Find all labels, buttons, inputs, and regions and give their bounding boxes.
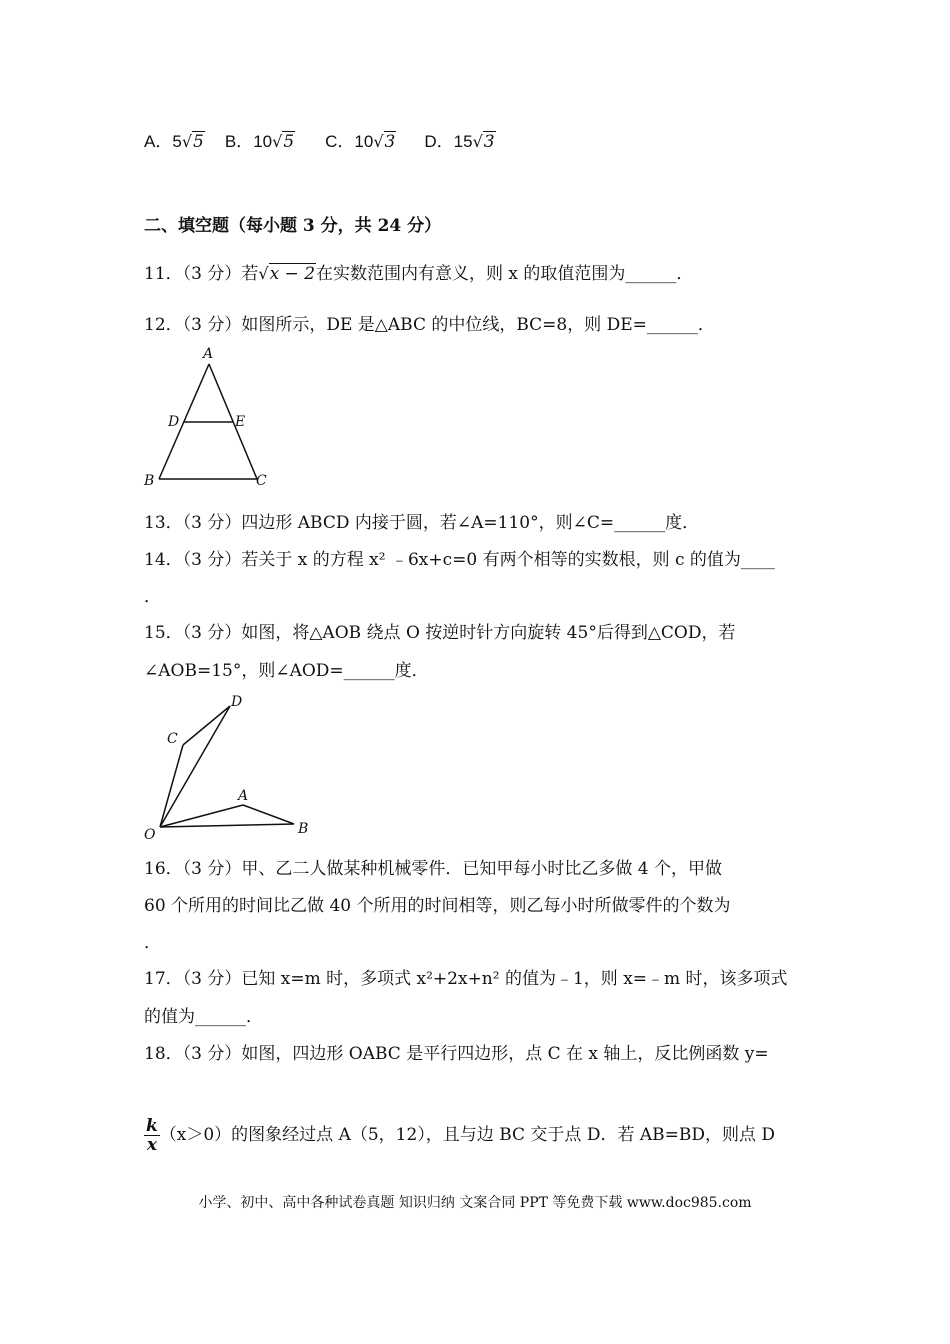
fig15-label-a: A	[238, 788, 249, 804]
radical-sign: √	[373, 132, 384, 151]
question-16-line-2: 60 个所用的时间比乙做 40 个所用的时间相等，则乙每小时所做零件的个数为	[144, 896, 731, 916]
fig15-segment-oc	[160, 745, 183, 827]
page-footer: 小学、初中、高中各种试卷真题 知识归纳 文案合同 PPT 等免费下载 www.doc985.com	[198, 1195, 752, 1211]
question-15-line-2: ∠AOB=15°，则∠AOD=______度．	[144, 661, 429, 681]
option-a: A．5√5	[144, 132, 204, 152]
question-16-line-1: 16．（3 分）甲、乙二人做某种机械零件．已知甲每小时比乙多做 4 个，甲做	[144, 859, 722, 879]
radical-sign: √	[272, 132, 283, 151]
option-c: C．10√3	[325, 132, 396, 152]
fig12-label-b: B	[144, 473, 155, 489]
fig12-label-a: A	[203, 346, 214, 362]
fig15-label-d: D	[231, 694, 243, 710]
fig15-segment-oa	[160, 805, 243, 827]
fig15-segment-ab	[243, 805, 294, 824]
question-13: 13．（3 分）四边形 ABCD 内接于圆，若∠A=110°，则∠C=______度．	[144, 513, 700, 533]
fig15-label-c: C	[167, 731, 178, 747]
question-11: 11．（3 分）若√x − 2在实数范围内有意义，则 x 的取值范围为______．	[144, 264, 694, 284]
section-title: 二、填空题（每小题 3 分，共 24 分）	[144, 216, 442, 236]
fig15-segment-ob	[160, 824, 294, 827]
fig15-label-b: B	[298, 821, 309, 837]
option-b: B．10√5	[224, 132, 295, 152]
fig15-label-o: O	[144, 827, 156, 843]
question-12: 12．（3 分）如图所示，DE 是△ABC 的中位线，BC=8，则 DE=______．	[144, 315, 715, 335]
fig15-segment-cd	[183, 706, 230, 745]
fig12-label-d: D	[168, 414, 180, 430]
question-17-line-2: 的值为______．	[144, 1007, 263, 1027]
fig12-label-c: C	[256, 473, 267, 489]
q10-options	[144, 131, 516, 153]
q11-radicand: x − 2	[269, 264, 316, 284]
figure-12-triangle	[138, 342, 278, 492]
question-14-line-2: ．	[144, 587, 161, 607]
question-14-line-1: 14．（3 分）若关于 x 的方程 x² ﹣6x+c=0 有两个相等的实数根，则 c 的值为____	[144, 550, 775, 570]
question-18-line-1: 18．（3 分）如图，四边形 OABC 是平行四边形，点 C 在 x 轴上，反比例函数 y=	[144, 1044, 769, 1064]
radical-sign: √	[258, 264, 269, 283]
fraction-k-over-x: $\frac{k}{x}$	[146, 1116, 158, 1155]
fig15-segment-od	[160, 706, 230, 827]
radical-sign: √	[472, 132, 483, 151]
question-18-line-2: $\frac{k}{x}$ （x＞0）的图象经过点 A（5，12），且与边 BC 交于点 D．若 AB=BD，则点 D	[146, 1116, 776, 1155]
question-15-line-1: 15．（3 分）如图，将△AOB 绕点 O 按逆时针方向旋转 45°后得到△COD，若	[144, 623, 736, 643]
question-16-line-3: ．	[144, 933, 161, 953]
fig12-label-e: E	[235, 414, 246, 430]
figure-15-rotation	[138, 688, 318, 843]
question-17-line-1: 17．（3 分）已知 x=m 时，多项式 x²+2x+n² 的值为﹣1，则 x=﹣m 时，该多项式	[144, 969, 788, 989]
option-d: D．15√3	[424, 132, 495, 152]
radical-sign: √	[181, 132, 193, 151]
